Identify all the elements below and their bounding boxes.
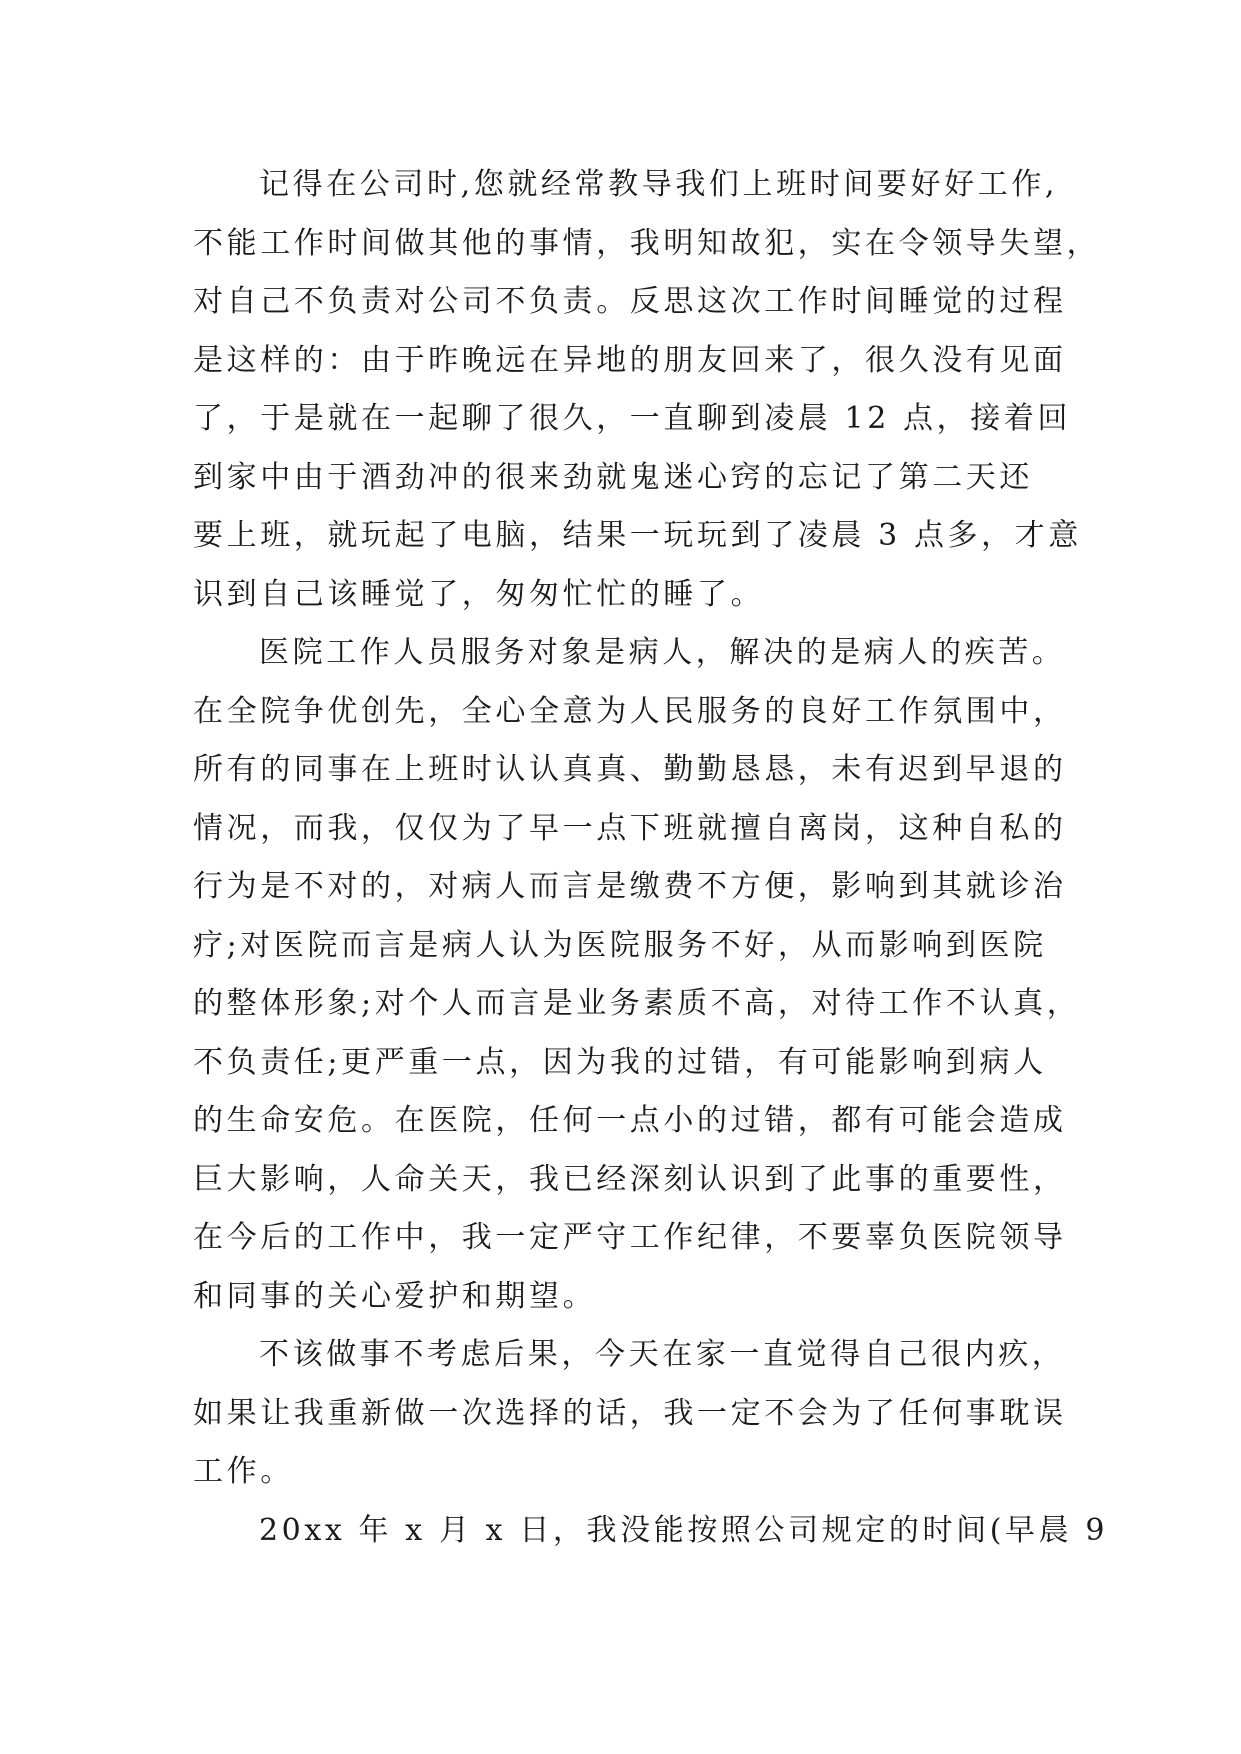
text-line: 行为是不对的，对病人而言是缴费不方便，影响到其就诊治	[193, 869, 1067, 904]
text-line: 20xx 年 x 月 x 日，我没能按照公司规定的时间(早晨 9	[259, 1512, 1109, 1548]
paragraph-1	[193, 156, 1101, 624]
text-line: 情况，而我，仅仅为了早一点下班就擅自离岗，这种自私的	[193, 810, 1067, 846]
text-line: 的整体形象;对个人而言是业务素质不高，对待工作不认真，	[193, 986, 1081, 1021]
text-line: 要上班，就玩起了电脑，结果一玩玩到了凌晨 3 点多，才意	[193, 518, 1082, 553]
text-line: 所有的同事在上班时认认真真、勤勤恳恳，未有迟到早退的	[193, 752, 1067, 787]
text-line: 识到自己该睡觉了，匆匆忙忙的睡了。	[193, 576, 765, 612]
text-line: 记得在公司时,您就经常教导我们上班时间要好好工作,	[259, 167, 1059, 202]
text-line: 的生命安危。在医院，任何一点小的过错，都有可能会造成	[193, 1103, 1067, 1138]
text-line: 疗;对医院而言是病人认为医院服务不好，从而影响到医院	[193, 927, 1047, 963]
text-line: 巨大影响，人命关天，我已经深刻认识到了此事的重要性，	[193, 1161, 1067, 1197]
text-line: 如果让我重新做一次选择的话，我一定不会为了任何事耽误	[193, 1395, 1067, 1431]
text-line: 是这样的：由于昨晚远在异地的朋友回来了，很久没有见面	[193, 342, 1067, 378]
text-line: 工作。	[193, 1454, 294, 1489]
text-line: 在全院争优创先，全心全意为人民服务的良好工作氛围中，	[193, 693, 1067, 729]
paragraph-3	[193, 1326, 1073, 1502]
text-line: 对自己不负责对公司不负责。反思这次工作时间睡觉的过程	[193, 284, 1067, 319]
paragraph-2	[193, 624, 1081, 1326]
text-line: 不负责任;更严重一点，因为我的过错，有可能影响到病人	[193, 1044, 1047, 1080]
text-line: 和同事的关心爱护和期望。	[193, 1278, 597, 1314]
text-line: 不该做事不考虑后果，今天在家一直觉得自己很内疚，	[259, 1337, 1066, 1372]
document-body	[193, 156, 1109, 1560]
text-line: 在今后的工作中，我一定严守工作纪律，不要辜负医院领导	[193, 1220, 1067, 1255]
text-line: 了，于是就在一起聊了很久，一直聊到凌晨 12 点，接着回	[193, 401, 1072, 436]
text-line: 到家中由于酒劲冲的很来劲就鬼迷心窍的忘记了第二天还	[193, 459, 1033, 495]
text-line: 医院工作人员服务对象是病人，解决的是病人的疾苦。	[259, 635, 1066, 670]
paragraph-4	[193, 1502, 1109, 1561]
text-line: 不能工作时间做其他的事情，我明知故犯，实在令领导失望，	[193, 225, 1101, 261]
